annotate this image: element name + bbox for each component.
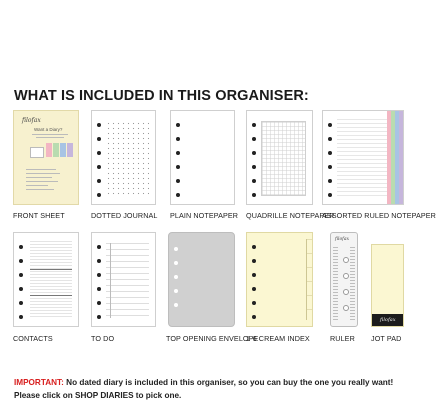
front-sheet-text-line — [36, 137, 64, 138]
label-ruler: RULER — [330, 334, 355, 343]
quadrille-grid — [261, 121, 306, 196]
front-sheet-text-line — [26, 181, 58, 182]
punch-hole — [252, 165, 256, 169]
quadrille-notepaper-card — [246, 110, 313, 205]
punch-hole — [174, 261, 178, 265]
label-contacts: CONTACTS — [13, 334, 53, 343]
ruled-tab-violet — [399, 111, 403, 204]
punch-hole — [252, 123, 256, 127]
to-do-card — [91, 232, 156, 327]
cream-index-card — [246, 232, 313, 327]
ruler-ticks — [333, 247, 338, 320]
label-front-sheet: FRONT SHEET — [13, 211, 65, 220]
ruled-lines — [337, 119, 387, 196]
front-sheet-text-line — [26, 169, 56, 170]
punch-hole — [252, 301, 256, 305]
important-text: No dated diary is included in this organiser, so you can buy the one you really want! — [63, 378, 394, 387]
front-sheet-swatch-violet — [67, 143, 73, 157]
punch-hole — [176, 151, 180, 155]
to-do-lines — [106, 243, 149, 318]
ruler-brand: filofax — [335, 237, 350, 242]
punch-hole — [252, 315, 256, 319]
punch-hole — [252, 179, 256, 183]
punch-hole — [97, 287, 101, 291]
front-sheet-text-line — [26, 173, 60, 174]
front-sheet-title: Want a Diary? — [34, 127, 63, 132]
front-sheet-text-line — [26, 177, 52, 178]
punch-hole — [343, 257, 349, 263]
punch-hole — [343, 305, 349, 311]
punch-hole — [19, 315, 23, 319]
punch-hole — [19, 301, 23, 305]
front-sheet-text-line — [26, 185, 48, 186]
punch-hole — [252, 245, 256, 249]
punch-hole — [97, 301, 101, 305]
punch-hole — [328, 165, 332, 169]
punch-hole — [97, 151, 101, 155]
shop-diaries-notice: Please click on SHOP DIARIES to pick one. — [14, 391, 182, 400]
punch-hole — [174, 247, 178, 251]
jot-pad-card — [371, 244, 404, 327]
jot-pad-brand: filofax — [380, 317, 396, 323]
front-sheet-brand: filofax — [22, 117, 41, 124]
punch-hole — [252, 287, 256, 291]
ruler-ticks — [350, 247, 355, 320]
label-top-opening-envelope: TOP OPENING ENVELOPE — [166, 334, 259, 343]
punch-hole — [97, 273, 101, 277]
punch-hole — [19, 273, 23, 277]
punch-hole — [328, 123, 332, 127]
punch-hole — [174, 289, 178, 293]
to-do-checkbox-column — [106, 243, 111, 318]
contacts-separator — [30, 269, 72, 270]
front-sheet-text-line — [32, 134, 68, 135]
punch-hole — [174, 275, 178, 279]
punch-hole — [176, 179, 180, 183]
punch-hole — [328, 151, 332, 155]
label-jot-pad: JOT PAD — [371, 334, 402, 343]
important-label: IMPORTANT: — [14, 378, 64, 387]
contacts-card — [13, 232, 79, 327]
important-notice — [14, 378, 393, 387]
contacts-separator — [30, 295, 72, 296]
front-sheet-swatch-blue — [60, 143, 66, 157]
punch-hole — [252, 151, 256, 155]
dotted-journal-card — [91, 110, 156, 205]
dot-grid — [106, 121, 149, 196]
front-sheet-text-line — [26, 189, 54, 190]
top-opening-envelope-card — [168, 232, 235, 327]
punch-hole — [252, 273, 256, 277]
punch-hole — [97, 315, 101, 319]
assorted-ruled-notepaper-card — [322, 110, 404, 205]
label-to-do: TO DO — [91, 334, 115, 343]
ruler-card — [330, 232, 358, 327]
plain-notepaper-card — [170, 110, 235, 205]
punch-hole — [19, 287, 23, 291]
punch-hole — [19, 259, 23, 263]
punch-hole — [97, 137, 101, 141]
section-heading: WHAT IS INCLUDED IN THIS ORGANISER: — [14, 88, 309, 104]
label-dotted-journal: DOTTED JOURNAL — [91, 211, 158, 220]
punch-hole — [252, 193, 256, 197]
punch-hole — [176, 193, 180, 197]
punch-hole — [19, 245, 23, 249]
punch-hole — [97, 179, 101, 183]
label-quadrille-notepaper: QUADRILLE NOTEPAPER — [246, 211, 335, 220]
punch-hole — [252, 137, 256, 141]
front-sheet-insert-page — [30, 147, 44, 158]
punch-hole — [97, 259, 101, 263]
punch-hole — [328, 137, 332, 141]
front-sheet-card — [13, 110, 79, 205]
punch-hole — [176, 165, 180, 169]
punch-hole — [174, 303, 178, 307]
punch-hole — [252, 259, 256, 263]
index-tabs — [306, 239, 312, 320]
punch-hole — [97, 123, 101, 127]
punch-hole — [97, 245, 101, 249]
label-plain-notepaper: PLAIN NOTEPAPER — [170, 211, 239, 220]
label-assorted-ruled-notepaper: ASSORTED RULED NOTEPAPER — [322, 211, 436, 220]
front-sheet-swatch-green — [53, 143, 59, 157]
contacts-lines — [30, 241, 72, 318]
label-cream-index: 1-6 CREAM INDEX — [246, 334, 310, 343]
punch-hole — [328, 193, 332, 197]
punch-hole — [343, 273, 349, 279]
punch-hole — [176, 137, 180, 141]
punch-hole — [343, 289, 349, 295]
punch-hole — [176, 123, 180, 127]
front-sheet-swatch-pink — [46, 143, 52, 157]
punch-hole — [328, 179, 332, 183]
punch-hole — [97, 165, 101, 169]
punch-hole — [97, 193, 101, 197]
